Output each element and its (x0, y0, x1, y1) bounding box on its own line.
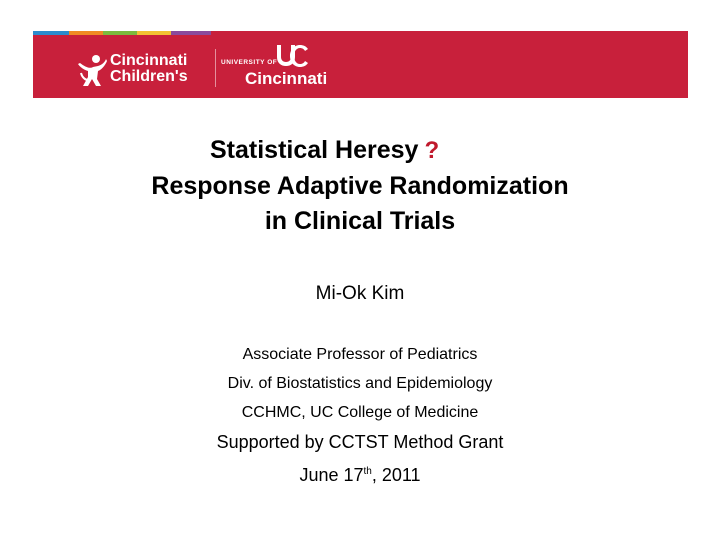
title-heresy: Statistical Heresy (210, 136, 419, 164)
date-prefix: June 17 (299, 465, 364, 485)
title-line-2: Response Adaptive Randomization (151, 172, 569, 200)
author-institution: CCHMC, UC College of Medicine (241, 404, 479, 421)
cc-logo-text (110, 53, 188, 85)
date-suffix: , 2011 (371, 465, 421, 485)
cincinnati-childrens-logo (76, 53, 206, 89)
title-line-3: in Clinical Trials (264, 207, 456, 235)
presentation-date (0, 465, 720, 486)
logo-divider (215, 49, 216, 87)
university-of-cincinnati-logo (221, 43, 331, 93)
title-question-mark: ? (424, 137, 440, 164)
author-division: Div. of Biostatistics and Epidemiology (227, 375, 493, 392)
author-name: Mi-Ok Kim (315, 283, 405, 304)
title-line-1 (210, 136, 439, 165)
children-figure-icon (76, 53, 108, 87)
uc-logo-line2: Cincinnati (245, 69, 328, 88)
uc-logo-line1: UNIVERSITY OF (221, 59, 278, 66)
date-superscript: th (363, 466, 372, 477)
uc-monogram-icon (273, 43, 311, 69)
grant-support: Supported by CCTST Method Grant (216, 432, 504, 452)
author-position: Associate Professor of Pediatrics (242, 346, 478, 363)
header-banner (33, 35, 688, 98)
cc-logo-line1: Cincinnati (110, 52, 188, 69)
cc-logo-line2: Children's (110, 68, 188, 85)
